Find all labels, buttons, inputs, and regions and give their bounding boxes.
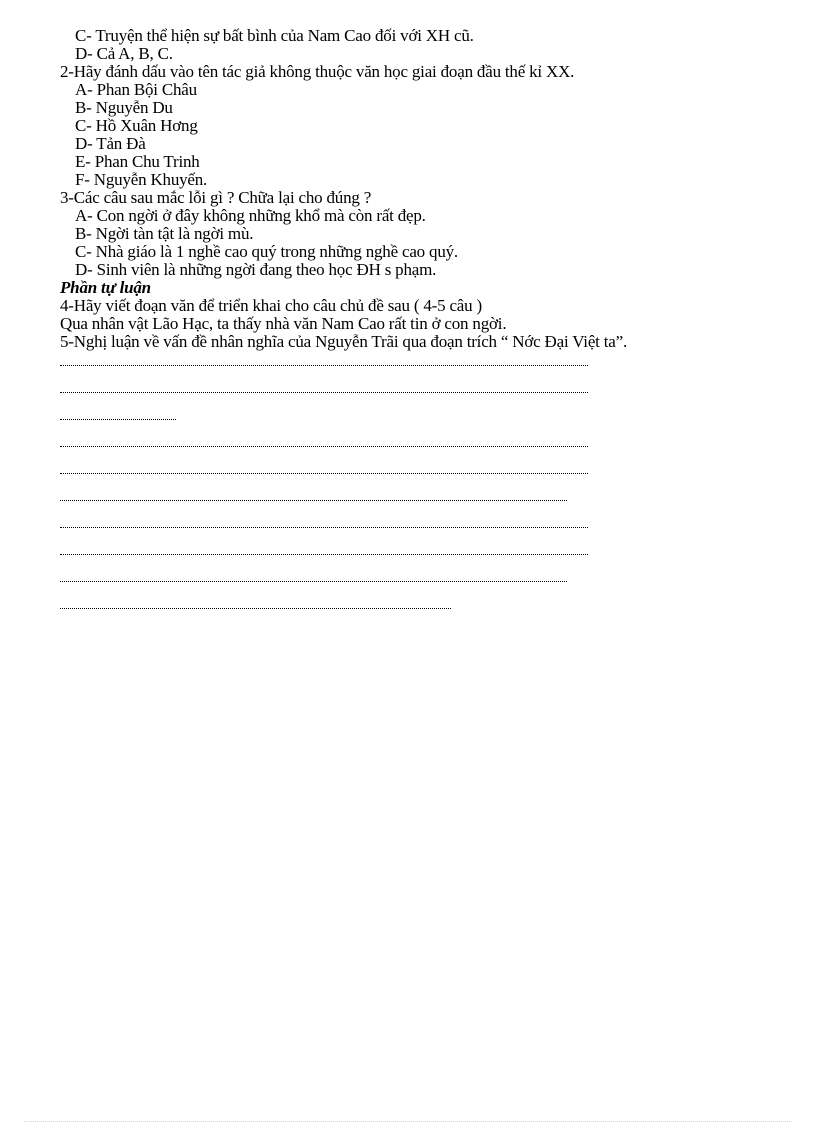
q2-option-c: C- Hồ Xuân Hơng xyxy=(75,116,198,135)
answer-line xyxy=(60,608,451,609)
q4-topic-sentence: Qua nhân vật Lão Hạc, ta thấy nhà văn Nam Cao rất tin ở con ngời. xyxy=(60,314,507,333)
answer-line xyxy=(60,554,588,555)
q2-option-f: F- Nguyễn Khuyến. xyxy=(75,170,208,189)
q3-option-a: A- Con ngời ở đây không những khổ mà còn rất đẹp. xyxy=(75,206,426,225)
answer-line xyxy=(60,500,567,501)
q1-option-c: C- Truyện thể hiện sự bất bình của Nam Cao đối với XH cũ. xyxy=(75,26,474,45)
essay-heading: Phần tự luận xyxy=(60,278,151,297)
q3-option-c: C- Nhà giáo là 1 nghề cao quý trong những nghề cao quý. xyxy=(75,242,458,261)
q4-prompt: 4-Hãy viết đoạn văn để triển khai cho câu chủ đề sau ( 4-5 câu ) xyxy=(60,296,482,315)
exam-page xyxy=(60,27,780,351)
page-bottom-border xyxy=(24,1121,792,1122)
answer-line xyxy=(60,446,588,447)
q3-prompt: 3-Các câu sau mắc lỗi gì ? Chữa lại cho đúng ? xyxy=(60,188,372,207)
q1-option-d: D- Cả A, B, C. xyxy=(75,44,173,63)
q3-option-d: D- Sinh viên là những ngời đang theo học ĐH s phạm. xyxy=(75,260,437,279)
q2-option-d: D- Tản Đà xyxy=(75,134,146,153)
q2-prompt: 2-Hãy đánh dấu vào tên tác giả không thuộc văn học giai đoạn đầu thế kỉ XX. xyxy=(60,62,575,81)
answer-line xyxy=(60,365,588,366)
answer-line xyxy=(60,419,176,420)
q3-option-b: B- Ngời tàn tật là ngời mù. xyxy=(75,224,254,243)
answer-line xyxy=(60,473,588,474)
answer-line xyxy=(60,392,588,393)
q2-option-b: B- Nguyễn Du xyxy=(75,98,173,117)
q5-prompt: 5-Nghị luận về vấn đề nhân nghĩa của Nguyễn Trãi qua đoạn trích “ Nớc Đại Việt ta”. xyxy=(60,332,628,351)
q2-option-e: E- Phan Chu Trinh xyxy=(75,152,200,171)
q2-option-a: A- Phan Bội Châu xyxy=(75,80,197,99)
answer-line xyxy=(60,581,567,582)
answer-line xyxy=(60,527,588,528)
